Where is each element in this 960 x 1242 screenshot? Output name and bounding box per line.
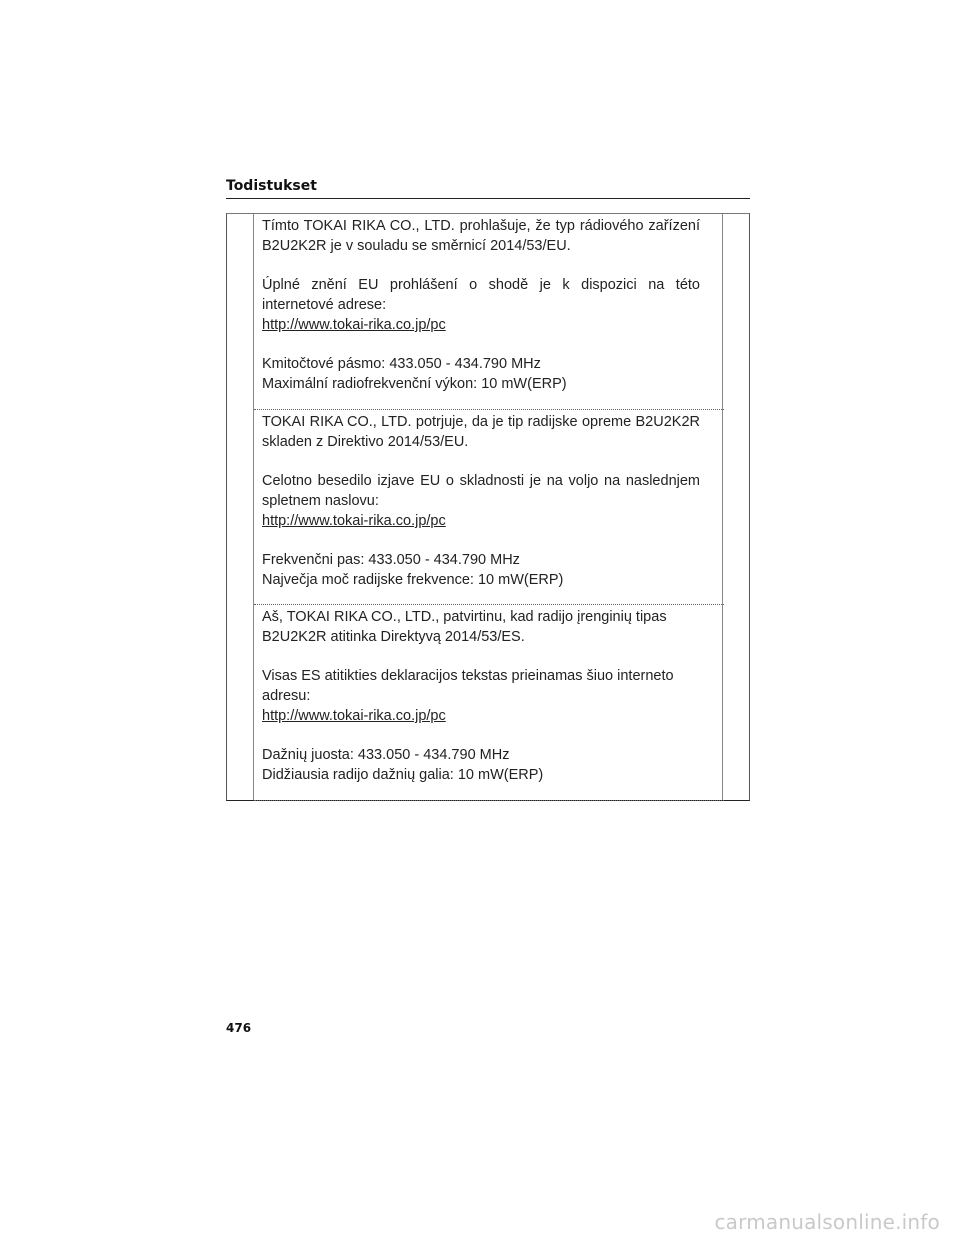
header-rule: [226, 198, 750, 199]
declaration-availability: [262, 275, 700, 335]
section-divider: [254, 800, 724, 801]
declaration-link[interactable]: http://www.tokai-rika.co.jp/pc: [262, 708, 446, 724]
conformity-statement: Tímto TOKAI RIKA CO., LTD. prohlašuje, že typ rádiového zařízení B2U2K2R je v souladu se směrnicí 2014/53/EU.: [262, 218, 700, 254]
frequency-band: Frekvenčni pas: 433.050 - 434.790 MHz: [262, 552, 520, 568]
declaration-lithuanian: [254, 607, 724, 785]
page-number: 476: [226, 1021, 252, 1035]
declaration-availability: [262, 666, 700, 726]
declaration-czech: [254, 216, 724, 394]
declaration-availability: [262, 471, 700, 531]
availability-line: Visas ES atitikties deklaracijos tekstas prieinamas šiuo interneto: [262, 668, 674, 684]
max-power: Največja moč radijske frekvence: 10 mW(ERP): [262, 572, 564, 588]
conformity-statement: TOKAI RIKA CO., LTD. potrjuje, da je tip radijske opreme B2U2K2R skladen z Direktivo 2014/53/EU.: [262, 414, 700, 450]
site-watermark: carmanualsonline.info: [714, 1210, 940, 1234]
declaration-link[interactable]: http://www.tokai-rika.co.jp/pc: [262, 513, 446, 529]
availability-text: Úplné znění EU prohlášení o shodě je k dispozici na této internetové adrese:: [262, 277, 700, 313]
declaration-content-column: [253, 214, 723, 800]
declaration-table: [226, 213, 750, 801]
max-power: Didžiausia radijo dažnių galia: 10 mW(ERP): [262, 767, 544, 783]
radio-specs: [262, 745, 700, 785]
radio-specs: [262, 354, 700, 394]
max-power: Maximální radiofrekvenční výkon: 10 mW(ERP): [262, 376, 567, 392]
statement-line: Aš, TOKAI RIKA CO., LTD., patvirtinu, kad radijo įrenginių tipas: [262, 609, 667, 625]
section-divider: [254, 409, 724, 410]
availability-line: adresu:: [262, 688, 311, 704]
radio-specs: [262, 550, 700, 590]
statement-line: B2U2K2R atitinka Direktyvą 2014/53/ES.: [262, 629, 525, 645]
availability-text: Celotno besedilo izjave EU o skladnosti je na voljo na naslednjem spletnem naslovu:: [262, 473, 700, 509]
frequency-band: Kmitočtové pásmo: 433.050 - 434.790 MHz: [262, 356, 541, 372]
declaration-link[interactable]: http://www.tokai-rika.co.jp/pc: [262, 317, 446, 333]
section-divider: [254, 604, 724, 605]
declaration-slovenian: [254, 412, 724, 590]
conformity-statement: [262, 607, 700, 647]
frequency-band: Dažnių juosta: 433.050 - 434.790 MHz: [262, 747, 510, 763]
page-header-title: Todistukset: [226, 178, 317, 194]
